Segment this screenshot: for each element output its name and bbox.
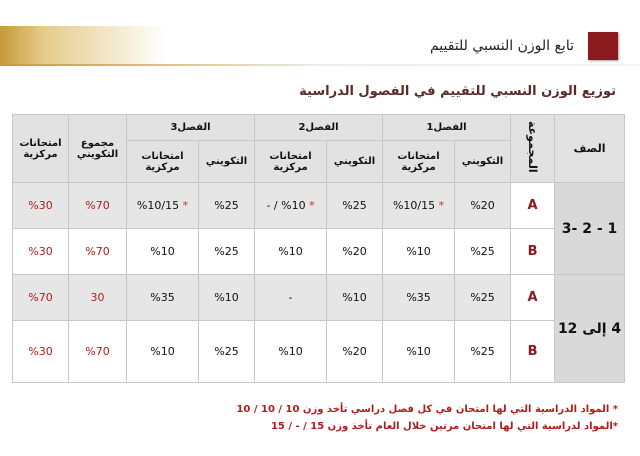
formative-total-cell: %70 [69, 229, 127, 275]
formative-total-cell: %70 [69, 183, 127, 229]
table-row [13, 183, 625, 229]
header-group: المجموعة [511, 115, 555, 183]
group-cell: B [511, 321, 555, 383]
table-row [13, 229, 625, 275]
formative-total-cell: %70 [69, 321, 127, 383]
header-s1-central-exams: امتحانات مركزية [383, 141, 455, 183]
s3-exam-cell: %35 [127, 275, 199, 321]
exam-total-cell: %70 [13, 275, 69, 321]
header-central-exams-total: امتحانات مركزية [13, 115, 69, 183]
s2-formative-cell: %25 [327, 183, 383, 229]
header-s1-formative: التكويني [455, 141, 511, 183]
header-s3-formative: التكويني [199, 141, 255, 183]
header-semester-2: الفصل2 [255, 115, 383, 141]
s2-exam-cell: %10 [255, 229, 327, 275]
formative-total-cell: 30 [69, 275, 127, 321]
s1-exam-cell: %10 [383, 321, 455, 383]
header-s2-formative: التكويني [327, 141, 383, 183]
s3-exam-cell: * %10/15 [127, 183, 199, 229]
s1-formative-cell: %25 [455, 321, 511, 383]
header-semester-3: الفصل3 [127, 115, 255, 141]
s1-formative-cell: %25 [455, 229, 511, 275]
header-grade: الصف [555, 115, 625, 183]
s2-formative-cell: %20 [327, 229, 383, 275]
header-accent-square [588, 32, 618, 60]
page-title: تابع الوزن النسبي للتقييم [429, 38, 574, 54]
s3-formative-cell: %25 [199, 229, 255, 275]
s2-exam-cell: * %10 / - [255, 183, 327, 229]
s2-exam-cell: %10 [255, 321, 327, 383]
exam-total-cell: %30 [13, 229, 69, 275]
s1-formative-cell: %25 [455, 275, 511, 321]
s3-formative-cell: %10 [199, 275, 255, 321]
section-subtitle: توزيع الوزن النسبي للتقييم في الفصول الدراسية [299, 84, 616, 99]
footnote: * المواد الدراسية التي لها امتحان في كل فصل دراسي تأخذ وزن 10 / 10 / 10 [236, 404, 618, 415]
s2-exam-cell: - [255, 275, 327, 321]
s1-formative-cell: %20 [455, 183, 511, 229]
s1-exam-cell: * %10/15 [383, 183, 455, 229]
table-row [13, 275, 625, 321]
header-s3-central-exams: امتحانات مركزية [127, 141, 199, 183]
footnote: *المواد لدراسية التي لها امتحان مرتين خلال العام تأخذ وزن 15 / - / 15 [270, 421, 618, 432]
s3-formative-cell: %25 [199, 183, 255, 229]
s2-formative-cell: %20 [327, 321, 383, 383]
s3-formative-cell: %25 [199, 321, 255, 383]
s3-exam-cell: %10 [127, 229, 199, 275]
header-s2-central-exams: امتحانات مركزية [255, 141, 327, 183]
header-divider [0, 64, 640, 66]
exam-total-cell: %30 [13, 183, 69, 229]
s1-exam-cell: %10 [383, 229, 455, 275]
group-cell: B [511, 229, 555, 275]
table-row [13, 321, 625, 383]
group-cell: A [511, 275, 555, 321]
s3-exam-cell: %10 [127, 321, 199, 383]
grade-cell-4-12: 4 إلى 12 [555, 275, 625, 383]
header-formative-total: مجموع التكويني [69, 115, 127, 183]
exam-total-cell: %30 [13, 321, 69, 383]
s1-exam-cell: %35 [383, 275, 455, 321]
weights-table [12, 114, 625, 383]
s2-formative-cell: %10 [327, 275, 383, 321]
grade-cell-1-3: 1 - 2 -3 [555, 183, 625, 275]
group-cell: A [511, 183, 555, 229]
header-semester-1: الفصل1 [383, 115, 511, 141]
